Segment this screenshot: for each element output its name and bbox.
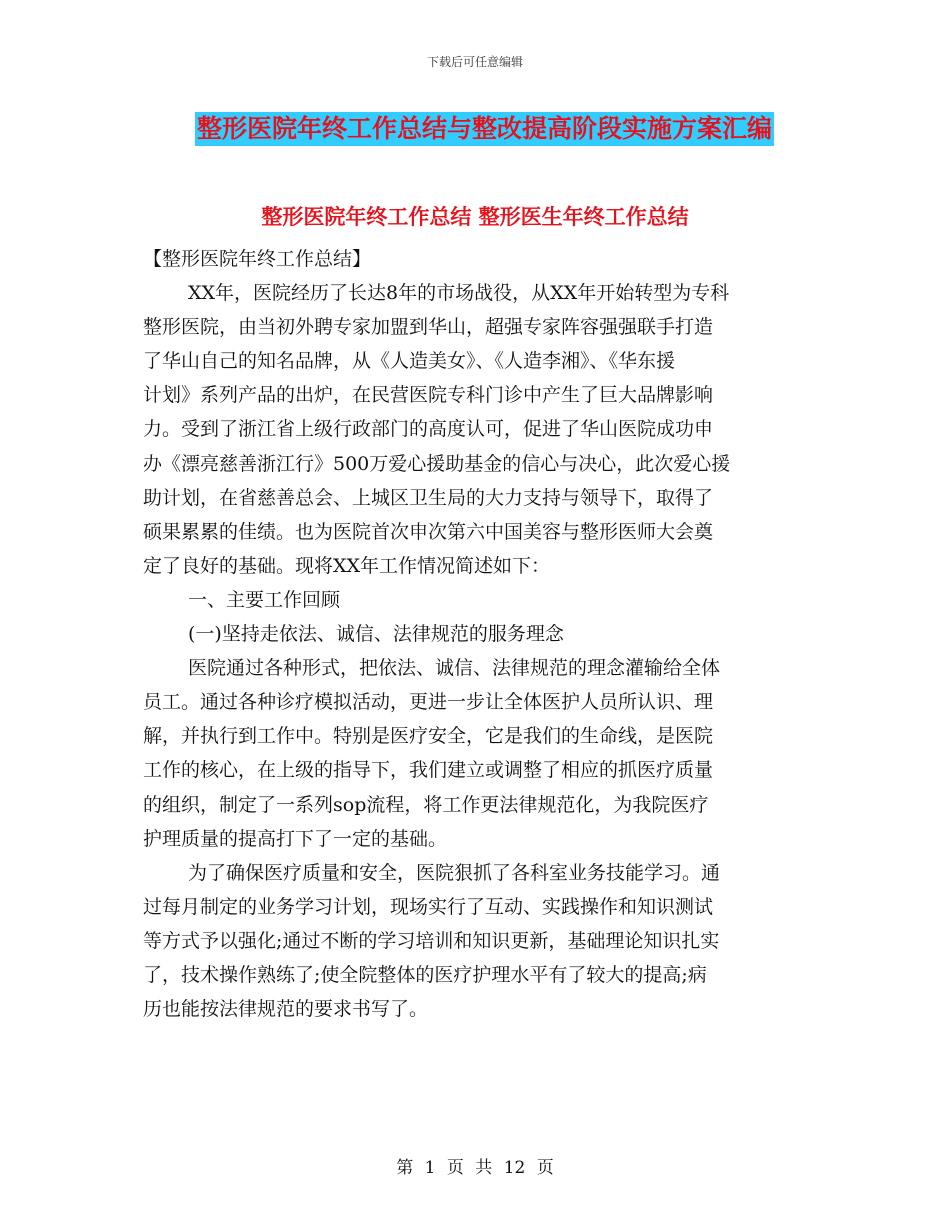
heading-main-review: 一、主要工作回顾 — [188, 588, 341, 611]
paragraph-line: 计划》系列产品的出炉，在民营医院专科门诊中产生了巨大品牌影响 — [143, 384, 714, 407]
paragraph-line: 医院通过各种形式，把依法、诚信、法律规范的理念灌输给全体 — [188, 657, 721, 680]
paragraph-line: 了，技术操作熟练了;使全院整体的医疗护理水平有了较大的提高;病 — [143, 963, 707, 986]
paragraph-line: XX年，医院经历了长达8年的市场战役，从XX年开始转型为专科 — [188, 282, 730, 305]
body-text — [143, 222, 807, 1026]
paragraph-line: 力。受到了浙江省上级行政部门的高度认可，促进了华山医院成功申 — [143, 418, 714, 441]
paragraph-line: 员工。通过各种诊疗模拟活动，更进一步让全体医护人员所认识、理 — [143, 691, 714, 714]
paragraph-line: 工作的核心，在上级的指导下，我们建立或调整了相应的抓医疗质量 — [143, 759, 714, 782]
paragraph-line: 了华山自己的知名品牌，从《人造美女》、《人造李湘》、《华东援 — [143, 350, 676, 373]
page-footer: 第 1 页 共 12 页 — [396, 1158, 554, 1178]
paragraph-line: 办《漂亮慈善浙江行》500万爱心援助基金的信心与决心，此次爱心援 — [143, 452, 731, 475]
paragraph-line: 过每月制定的业务学习计划，现场实行了互动、实践操作和知识测试 — [143, 895, 714, 918]
paragraph-line: 护理质量的提高打下了一定的基础。 — [143, 827, 448, 850]
paragraph-line: 为了确保医疗质量和安全，医院狠抓了各科室业务技能学习。通 — [188, 861, 721, 884]
paragraph-line: 定了良好的基础。现将XX年工作情况简述如下： — [143, 554, 551, 577]
paragraph-line: 整形医院，由当初外聘专家加盟到华山，超强专家阵容强强联手打造 — [143, 316, 714, 339]
header-note: 下载后可任意编辑 — [426, 55, 523, 69]
subheading: 【整形医院年终工作总结】 — [143, 248, 372, 270]
heading-sub-one: (一)坚持走依法、诚信、法律规范的服务理念 — [188, 623, 564, 646]
paragraph-line: 等方式予以强化;通过不断的学习培训和知识更新，基础理论知识扎实 — [143, 929, 720, 952]
document-title: 整形医院年终工作总结与整改提高阶段实施方案汇编 — [195, 112, 774, 146]
section-title: 整形医院年终工作总结 整形医生年终工作总结 — [261, 204, 689, 229]
paragraph-line: 解，并执行到工作中。特别是医疗安全，它是我们的生命线，是医院 — [143, 725, 714, 748]
paragraph-line: 的组织，制定了一系列sop流程，将工作更法律规范化，为我院医疗 — [143, 793, 709, 816]
paragraph-line: 历也能按法律规范的要求书写了。 — [143, 998, 429, 1021]
paragraph-line: 助计划，在省慈善总会、上城区卫生局的大力支持与领导下，取得了 — [143, 486, 714, 509]
paragraph-line: 硕果累累的佳绩。也为医院首次申次第六中国美容与整形医师大会奠 — [143, 520, 714, 543]
